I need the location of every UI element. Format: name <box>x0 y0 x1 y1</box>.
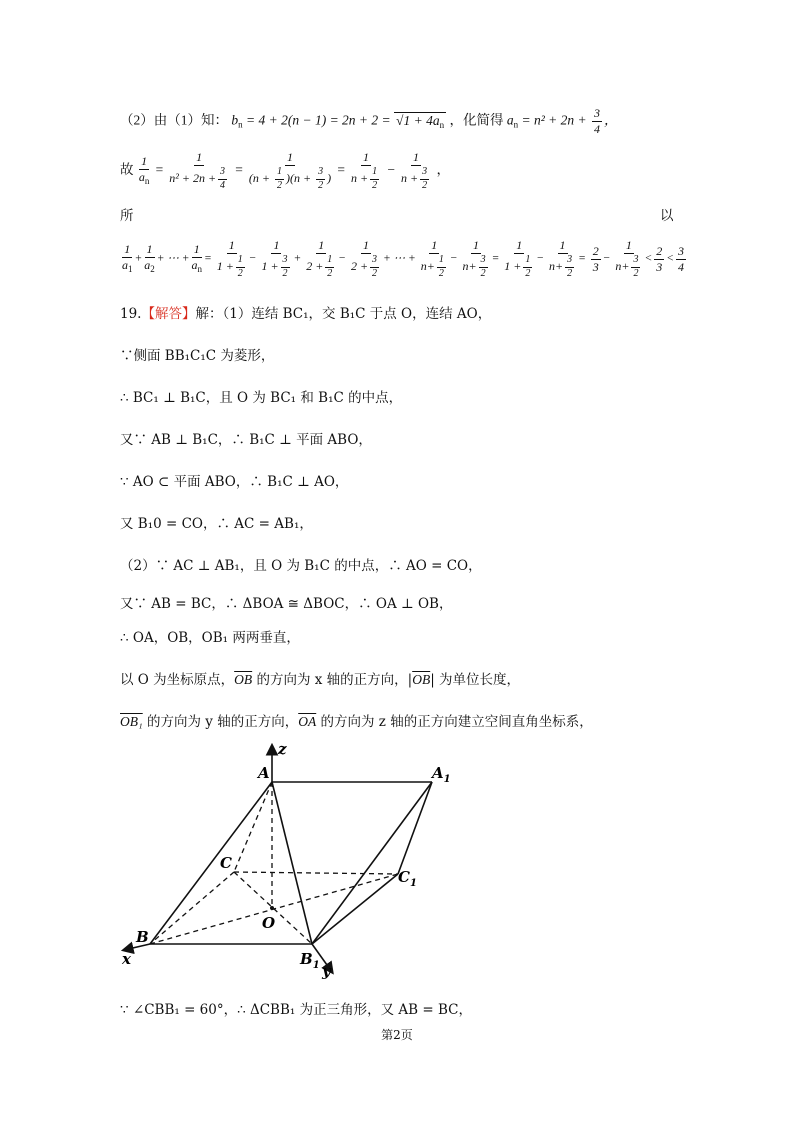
suo-text: 所 <box>120 208 134 224</box>
part2-line-2: 故 $\frac{1}{a_n}$ = 1 n² + 2n + $\frac{3}{4}$ = 1 (n + $\frac{1}{2}$ )(n + $\frac{3}{2}$ ) = 1 n + $\frac{1}{2}$ − 1 n + $\frac{3}{2}$ ， <box>120 150 450 191</box>
label-a1: $A_1$ <box>432 764 451 785</box>
q19-line-9: ∴ OA，OB，OB₁ 两两垂直， <box>120 630 300 646</box>
edge-a-c <box>234 782 272 872</box>
label-y: y <box>322 962 331 980</box>
q19-line-1: 19.【解答】解：（1）连结 BC₁，交 B₁C 于点 O，连结 AO， <box>120 306 492 322</box>
edge-c-b <box>150 872 234 944</box>
edge-c-c1 <box>234 872 398 874</box>
label-a: A <box>258 764 270 782</box>
label-c1: $C_1$ <box>398 868 417 889</box>
part2-intro: （2）由（1）知： <box>120 112 228 128</box>
q19-line-11: OB₁ 的方向为 y 轴的正方向，$\overline{OA}$ 的方向为 z 轴的正方向建立空间直角坐标系， <box>120 714 593 730</box>
edge-b1-c1 <box>312 874 398 944</box>
label-x: x <box>122 950 131 968</box>
part2-line-1: （2）由（1）知： $b_n = 4 + 2(n - 1) = 2n + 2 = √1 + 4a_n$ ，化简得 $a_n = n^2 + 2n$ + $\frac{3}{4}$ ， <box>120 106 618 136</box>
yi-text: 以 <box>660 208 674 224</box>
edge-c1-a1 <box>398 782 432 874</box>
q19-line-7: （2）∵ AC ⊥ AB₁，且 O 为 B₁C 的中点，∴ AO = CO， <box>120 558 482 574</box>
q19-line-10: 以 O 为坐标原点，$\overline{OB}$ 的方向为 x 轴的正方向，$|\overline{OB}|$ 为单位长度， <box>120 672 521 688</box>
label-z: z <box>278 740 287 758</box>
q19-line-12: ∵ ∠CBB₁ = 60°，∴ ΔCBB₁ 为正三角形，又 AB = BC， <box>120 1002 472 1018</box>
vector-ob1: OB₁ <box>120 714 143 729</box>
edge-a-b <box>150 782 272 944</box>
point-o <box>270 906 274 910</box>
q19-line-6: 又 B₁0 = CO，∴ AC = AB₁， <box>120 516 313 532</box>
part2-sum-line: $\frac{1}{a_1}$ + $\frac{1}{a_2}$ + ⋯ + $\frac{1}{a_n}$ = 1 1 + $\frac{1}{2}$ − 1 1 + $\frac{3}{2}$ + 1 2 + $\frac{1}{2}$ − 1 2 + $\frac{3}{2}$ + ⋯ + 1 n+ $\frac{1}{2}$ − 1 n+ $\frac{3}{2}$ = 1 1 + $\frac{1}{2}$ − 1 n+ $\frac{3}{2}$ = $\frac{2}{3}$ − 1 n+ $\frac{3}{2}$ < $\frac{2}{3}$ < $\frac{3}{4}$ <box>122 238 684 279</box>
fraction-factored: 1 (n + $\frac{1}{2}$ )(n + $\frac{3}{2}$ ) <box>248 150 332 191</box>
sqrt-expression: $√1 + 4a_n$ <box>396 112 445 130</box>
edge-b-c1 <box>150 874 398 944</box>
answer-tag: 【解答】 <box>141 306 196 322</box>
label-b1: $B_1$ <box>300 950 320 971</box>
edge-b1-a1 <box>312 782 432 944</box>
fraction-3-4: $\frac{3}{4}$ <box>593 106 600 136</box>
vector-ob: $\overline{OB}$ <box>234 672 253 687</box>
label-b: B <box>136 928 149 946</box>
fraction-partial-1: 1 n + $\frac{1}{2}$ <box>350 150 378 191</box>
q19-line-4: 又∵ AB ⊥ B₁C，∴ B₁C ⊥ 平面 ABO， <box>120 432 372 448</box>
fraction-1-an: $\frac{1}{a_n}$ <box>138 154 150 187</box>
q19-line-8: 又∵ AB = BC，∴ ΔBOA ≅ ΔBOC，∴ OA ⊥ OB， <box>120 596 453 612</box>
q19-number: 19. <box>120 306 142 322</box>
label-o: O <box>262 914 276 932</box>
page-footer: 第2页 <box>381 1028 413 1042</box>
edge-a-b1 <box>272 782 312 944</box>
q19-line-3: ∴ BC₁ ⊥ B₁C，且 O 为 BC₁ 和 B₁C 的中点， <box>120 390 403 406</box>
vector-ob-abs: $\overline{OB}$ <box>412 672 431 687</box>
label-c: C <box>220 854 232 872</box>
q19-line-2: ∵侧面 BB₁C₁C 为菱形， <box>120 348 275 364</box>
prism-diagram <box>110 738 451 980</box>
fraction-partial-2: 1 n + $\frac{3}{2}$ <box>400 150 428 191</box>
vector-oa: $\overline{OA}$ <box>298 714 317 729</box>
fraction-expanded: 1 n² + 2n + $\frac{3}{4}$ <box>169 150 226 191</box>
q19-line-5: ∵ AO ⊂ 平面 ABO，∴ B₁C ⊥ AO， <box>120 474 349 490</box>
